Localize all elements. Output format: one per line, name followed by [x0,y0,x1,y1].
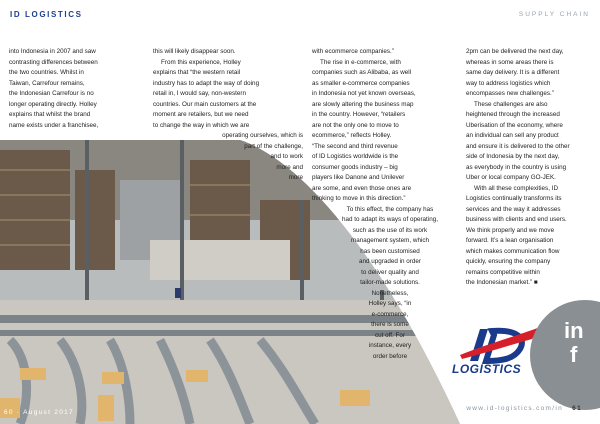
text-line: same day delivery. It is a different [466,69,560,76]
text-line: order before [372,352,408,360]
footer-url[interactable]: www.id-logistics.com/in [466,405,564,412]
text-line: cut off. For [375,331,405,339]
text-line: players like Danone and Unilever [312,174,405,181]
text-line: tailor-made solutions. [360,279,420,286]
text-line: countries. Our main customers at the [153,100,257,108]
text-line: management system, which [350,237,430,244]
text-line: to deliver quality and [361,268,419,276]
page-number: 61 [572,405,582,412]
text-line: services and the way it addresses [466,205,561,213]
text-line: Logistics continually transforms its [466,195,562,202]
text-line: Taiwan, Carrefour remains, [9,79,85,87]
text-column-2 [153,47,303,184]
text-column-3 [312,47,468,362]
text-line: are some, and even those ones are [312,184,412,192]
text-line: had to adapt its ways of operating, [342,216,438,223]
text-line: side of Indonesia by the next day, [466,153,560,160]
text-line: Uberisation of the economy, where [466,121,563,129]
text-line: the two countries. Whilst in [9,69,84,76]
text-line: The rise in e-commerce, with [320,58,401,66]
text-line: explains that whilst the brand [9,111,91,118]
text-line: We think properly and we move [466,226,555,234]
text-line: retail in, I would say, non-western [153,90,246,97]
text-line: the Indonesian Carrefour is no [9,90,94,97]
text-line: moment are retailers, but we need [153,111,249,118]
text-line: forward. It’s a lean organisation [466,237,554,244]
text-line: to change the way in which we are [153,121,250,129]
text-line: in the country. However, “retailers [312,111,406,118]
text-line: companies such as Alibaba, as well [312,69,412,76]
text-line: this will likely disappear soon. [153,48,236,55]
text-line: more and [276,163,303,171]
text-line: With all these complexities, ID [474,184,558,192]
text-line: into Indonesia in 2007 and saw [9,48,96,55]
text-line: encompasses new challenges.” [466,90,554,97]
logo-wordmark: LOGISTICS [452,362,522,376]
text-line: and to work [270,153,303,160]
text-line: ecommerce,” reflects Holley. [312,132,392,139]
text-line: instance, every [368,342,412,349]
footer-issue: 60 · August 2017 [4,409,74,416]
text-line: and ensure it is delivered to the other [466,142,570,150]
text-line: e-commerce, [371,310,409,318]
text-column-4 [466,47,594,289]
brand-header: ID LOGISTICS [10,10,83,19]
text-line: part of the challenge, [244,142,303,150]
text-line: has been customised [360,247,420,255]
text-line: To this effect, the company has [346,205,434,213]
text-line: heightened through the increased [466,111,560,118]
text-line: operating ourselves, which is [222,132,303,139]
text-line: the Indonesian market.” ■ [466,279,538,286]
social-links [530,300,600,410]
text-line: Nonetheless, [371,289,409,297]
text-line: remains competitive within [466,268,540,276]
text-line: as smaller e-commerce companies [312,79,410,87]
facebook-icon[interactable]: f [570,342,578,367]
text-line: way to address logistics which [466,79,551,87]
text-line: longer operating directly. Holley [9,100,97,108]
text-line: consumer goods industry – big [312,163,398,171]
text-line: an individual can sell any product [466,132,559,139]
text-line: 2pm can be delivered the next day, [466,48,564,55]
text-line: explains that “the western retail [153,69,241,76]
text-line: Holley says, “in [368,300,412,307]
text-line: Uber or local company GO-JEK. [466,174,556,181]
text-line: contrasting differences between [9,58,98,66]
text-line: industry has to adapt the way of doing [153,79,260,87]
section-header: SUPPLY CHAIN [518,11,590,18]
text-line: business with clients and end users. [466,216,567,223]
text-column-1 [9,47,144,131]
text-line: there is some [371,321,409,328]
text-line: as everybody in the country is using [466,163,567,171]
text-line: with ecommerce companies.” [312,48,394,55]
text-line: “The second and third revenue [312,142,398,150]
text-line: These challenges are also [474,100,548,108]
text-line: and upgraded in order [359,258,421,265]
text-line: are slowly altering the business map [312,100,414,108]
text-line: name exists under a franchisee, [9,121,99,129]
text-line: quickly, ensuring the company [466,258,551,265]
linkedin-icon[interactable]: in [564,318,584,343]
text-line: of ID Logistics worldwide is the [312,153,399,160]
text-line: more [288,174,303,181]
text-line: whereas in some areas there is [466,58,554,66]
text-line: are not the only one to move to [312,121,399,129]
text-line: such as the use of its work [352,226,428,234]
text-line: in Indonesia not yet known overseas, [312,90,416,97]
text-line: From this experience, Holley [161,58,241,66]
text-line: which makes communication flow [466,247,560,255]
text-line: thinking to move in this direction.” [312,195,406,202]
footer-right [466,405,582,412]
